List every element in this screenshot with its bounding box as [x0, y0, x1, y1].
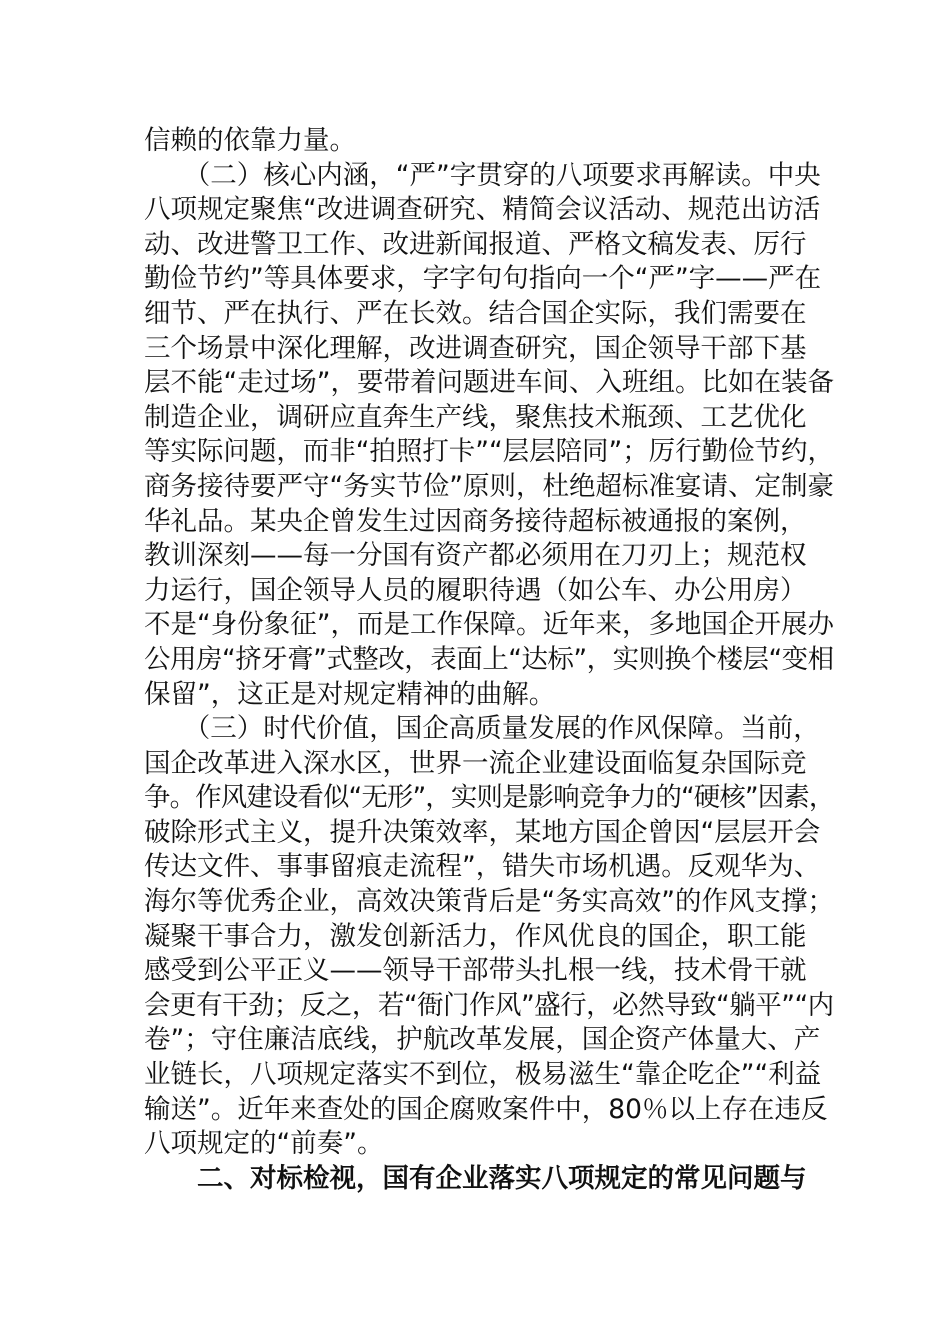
text-line: 八项规定的“前奏”。	[144, 1128, 384, 1160]
text-line: 八项规定聚焦“改进调查研究、精简会议活动、规范出访活	[144, 194, 821, 226]
text-line: 教训深刻——每一分国有资产都必须用在刀刃上；规范权	[144, 540, 807, 572]
text-line: 层不能“走过场”，要带着问题进车间、入班组。比如在装备	[144, 367, 834, 399]
text-line: 卷”；守住廉洁底线，护航改革发展，国企资产体量大、产	[144, 1024, 821, 1056]
text-line: （三）时代价值，国企高质量发展的作风保障。当前，	[144, 713, 820, 745]
text-line: 三个场景中深化理解，改进调查研究，国企领导干部下基	[144, 332, 807, 364]
text-line: 海尔等优秀企业，高效决策背后是“务实高效”的作风支撑；	[144, 886, 834, 918]
text-line: 国企改革进入深水区，世界一流企业建设面临复杂国际竞	[144, 747, 807, 779]
text-line: 感受到公平正义——领导干部带头扎根一线，技术骨干就	[144, 955, 807, 987]
text-line: 勤俭节约”等具体要求，字字句句指向一个“严”字——严在	[144, 263, 822, 295]
text-line: 制造企业，调研应直奔生产线，聚焦技术瓶颈、工艺优化	[144, 401, 807, 433]
text-line: 传达文件、事事留痕走流程”，错失市场机遇。反观华为、	[144, 851, 821, 883]
text-line: 凝聚干事合力，激发创新活力，作风优良的国企，职工能	[144, 920, 807, 952]
text-line: 信赖的依靠力量。	[144, 125, 356, 156]
text-line: 动、改进警卫工作、改进新闻报道、严格文稿发表、厉行	[144, 228, 807, 260]
text-line: 破除形式主义，提升决策效率，某地方国企曾因“层层开会	[144, 816, 821, 848]
text-line: （二）核心内涵，“严”字贯穿的八项要求再解读。中央	[144, 159, 821, 191]
body-text	[144, 124, 834, 1196]
text-line: 保留”，这正是对规定精神的曲解。	[144, 678, 556, 710]
text-line: 华礼品。某央企曾发生过因商务接待超标被通报的案例，	[144, 505, 807, 537]
text-line: 会更有干劲；反之，若“衙门作风”盛行，必然导致“躺平”“内	[144, 989, 834, 1021]
text-line: 不是“身份象征”，而是工作保障。近年来，多地国企开展办	[144, 609, 834, 641]
text-line: 商务接待要严守“务实节俭”原则，杜绝超标准宴请、定制豪	[144, 470, 834, 502]
text-line: 力运行，国企领导人员的履职待遇（如公车、办公用房）	[144, 574, 807, 606]
text-line: 细节、严在执行、严在长效。结合国企实际，我们需要在	[144, 297, 807, 329]
text-line: 业链长，八项规定落实不到位，极易滋生“靠企吃企”“利益	[144, 1059, 822, 1091]
text-line: 争。作风建设看似“无形”，实则是影响竞争力的“硬核”因素，	[144, 782, 835, 814]
section-heading: 二、对标检视，国有企业落实八项规定的常见问题与	[144, 1162, 807, 1194]
text-line: 等实际问题，而非“拍照打卡”“层层陪同”；厉行勤俭节约，	[144, 436, 834, 468]
text-line: 输送”。近年来查处的国企腐败案件中，80％以上存在违反	[144, 1093, 828, 1125]
text-line: 公用房“挤牙膏”式整改，表面上“达标”，实则换个楼层“变相	[144, 643, 834, 675]
